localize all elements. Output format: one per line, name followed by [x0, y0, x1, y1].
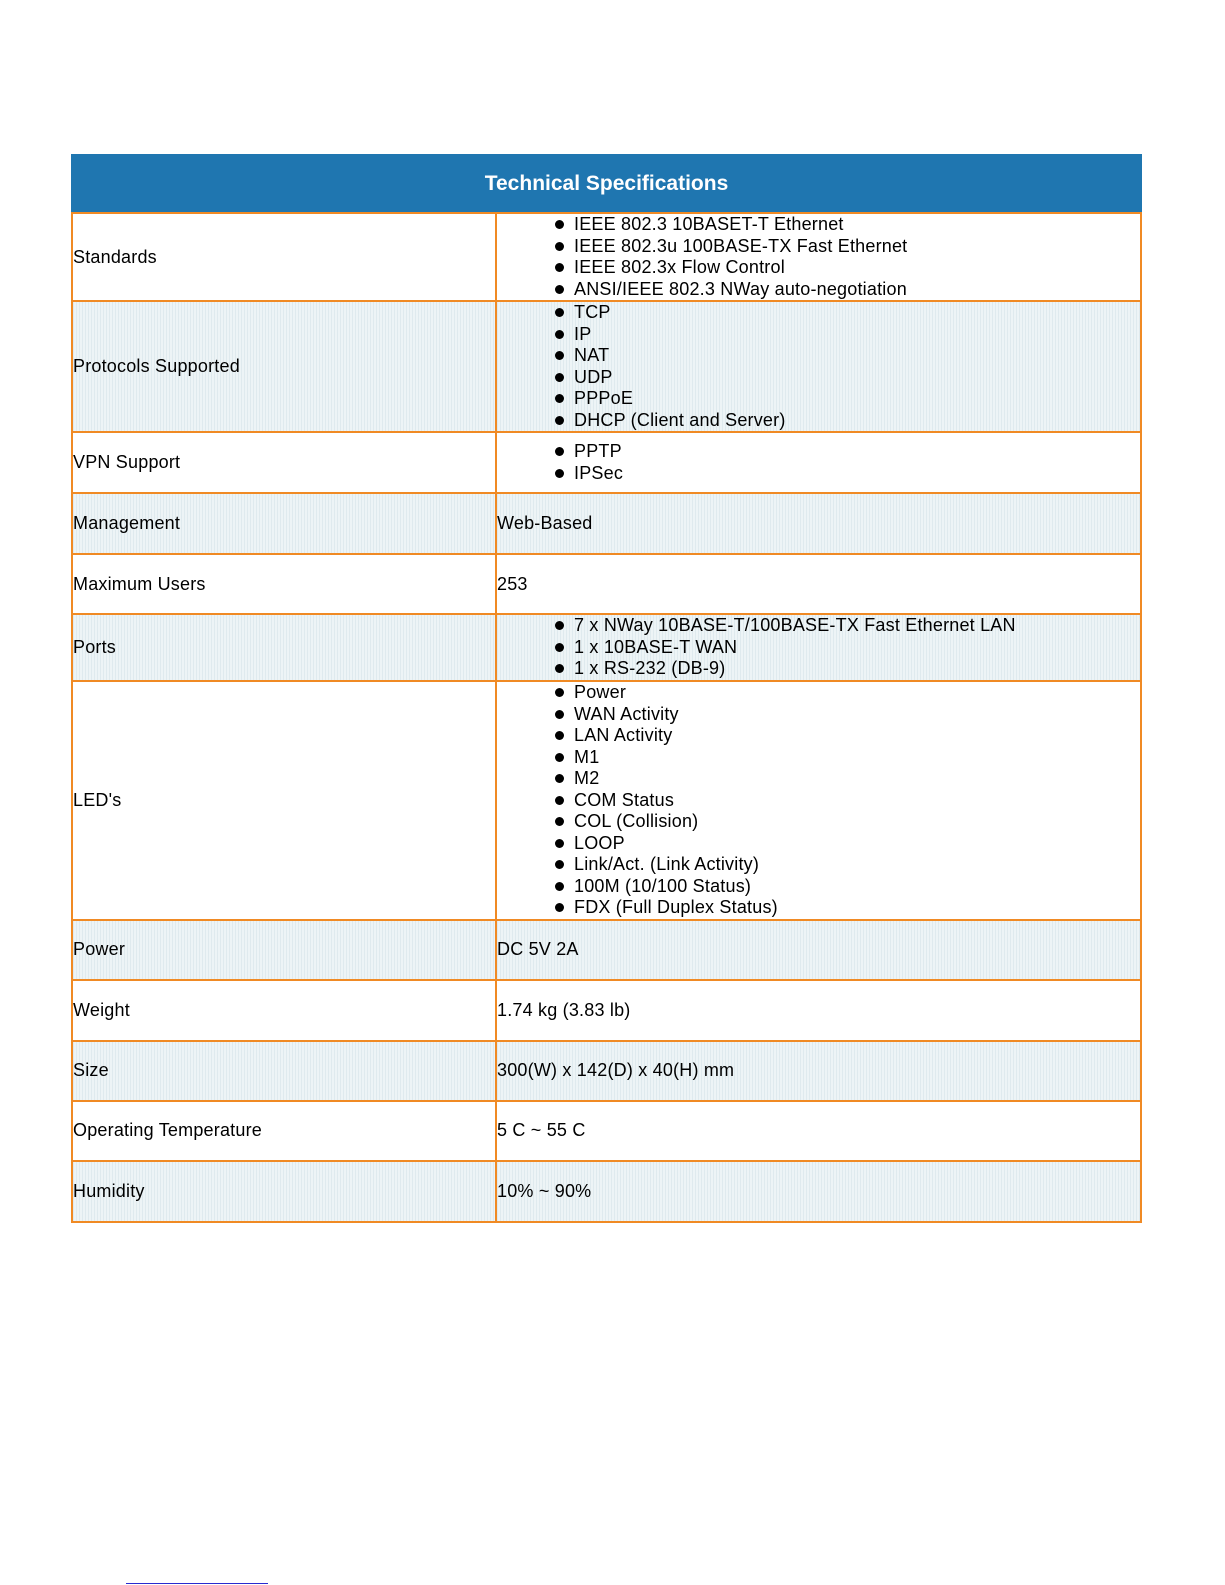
- spec-item-list: [497, 615, 1140, 680]
- spec-row-ports: [72, 614, 1141, 681]
- spec-list-item: Link/Act. (Link Activity): [553, 854, 1140, 876]
- spec-row-vpn-support: [72, 432, 1141, 493]
- spec-row-size: [72, 1041, 1141, 1101]
- spec-row-leds: [72, 681, 1141, 920]
- spec-list-item: PPTP: [553, 441, 1140, 463]
- spec-list-item: FDX (Full Duplex Status): [553, 897, 1140, 919]
- spec-value: DC 5V 2A: [496, 920, 1141, 980]
- spec-list-item: COM Status: [553, 790, 1140, 812]
- spec-label: Standards: [72, 213, 496, 301]
- spec-item-list: [497, 682, 1140, 919]
- spec-row-humidity: [72, 1161, 1141, 1222]
- spec-list-item: ANSI/IEEE 802.3 NWay auto-negotiation: [553, 279, 1140, 301]
- spec-label: Protocols Supported: [72, 301, 496, 432]
- spec-list-item: NAT: [553, 345, 1140, 367]
- spec-list-item: TCP: [553, 302, 1140, 324]
- spec-list-item: WAN Activity: [553, 704, 1140, 726]
- spec-list-item: M1: [553, 747, 1140, 769]
- spec-list-item: COL (Collision): [553, 811, 1140, 833]
- spec-item-list: [497, 214, 1140, 300]
- spec-value: [496, 301, 1141, 432]
- spec-value: 253: [496, 554, 1141, 614]
- spec-label: Ports: [72, 614, 496, 681]
- table-title: Technical Specifications: [72, 155, 1141, 213]
- spec-row-maximum-users: [72, 554, 1141, 614]
- spec-list-item: IP: [553, 324, 1140, 346]
- footer-rule: [126, 1583, 268, 1584]
- spec-list-item: IEEE 802.3x Flow Control: [553, 257, 1140, 279]
- spec-list-item: IPSec: [553, 463, 1140, 485]
- spec-item-list: [497, 302, 1140, 431]
- spec-list-item: 7 x NWay 10BASE-T/100BASE-TX Fast Ethernet LAN: [553, 615, 1140, 637]
- spec-row-weight: [72, 980, 1141, 1041]
- spec-list-item: 100M (10/100 Status): [553, 876, 1140, 898]
- spec-row-management: [72, 493, 1141, 554]
- spec-row-standards: [72, 213, 1141, 301]
- spec-row-protocols-supported: [72, 301, 1141, 432]
- spec-label: Management: [72, 493, 496, 554]
- spec-label: Humidity: [72, 1161, 496, 1222]
- spec-label: Size: [72, 1041, 496, 1101]
- spec-value: [496, 681, 1141, 920]
- spec-label: Power: [72, 920, 496, 980]
- spec-list-item: LAN Activity: [553, 725, 1140, 747]
- spec-value: [496, 213, 1141, 301]
- spec-list-item: IEEE 802.3u 100BASE-TX Fast Ethernet: [553, 236, 1140, 258]
- spec-row-operating-temperature: [72, 1101, 1141, 1161]
- spec-value: [496, 614, 1141, 681]
- spec-row-power: [72, 920, 1141, 980]
- technical-specifications-table: [71, 154, 1142, 1223]
- spec-list-item: LOOP: [553, 833, 1140, 855]
- table-header-row: [72, 155, 1141, 213]
- spec-list-item: Power: [553, 682, 1140, 704]
- spec-label: Weight: [72, 980, 496, 1041]
- spec-list-item: IEEE 802.3 10BASET-T Ethernet: [553, 214, 1140, 236]
- spec-list-item: PPPoE: [553, 388, 1140, 410]
- spec-value: Web-Based: [496, 493, 1141, 554]
- spec-list-item: 1 x RS-232 (DB-9): [553, 658, 1140, 680]
- spec-label: Maximum Users: [72, 554, 496, 614]
- spec-list-item: M2: [553, 768, 1140, 790]
- spec-value: 300(W) x 142(D) x 40(H) mm: [496, 1041, 1141, 1101]
- spec-list-item: DHCP (Client and Server): [553, 410, 1140, 432]
- spec-value: [496, 432, 1141, 493]
- spec-value: 5 C ~ 55 C: [496, 1101, 1141, 1161]
- spec-label: LED's: [72, 681, 496, 920]
- spec-value: 10% ~ 90%: [496, 1161, 1141, 1222]
- spec-label: Operating Temperature: [72, 1101, 496, 1161]
- spec-list-item: UDP: [553, 367, 1140, 389]
- spec-value: 1.74 kg (3.83 lb): [496, 980, 1141, 1041]
- spec-item-list: [497, 441, 1140, 484]
- spec-label: VPN Support: [72, 432, 496, 493]
- spec-list-item: 1 x 10BASE-T WAN: [553, 637, 1140, 659]
